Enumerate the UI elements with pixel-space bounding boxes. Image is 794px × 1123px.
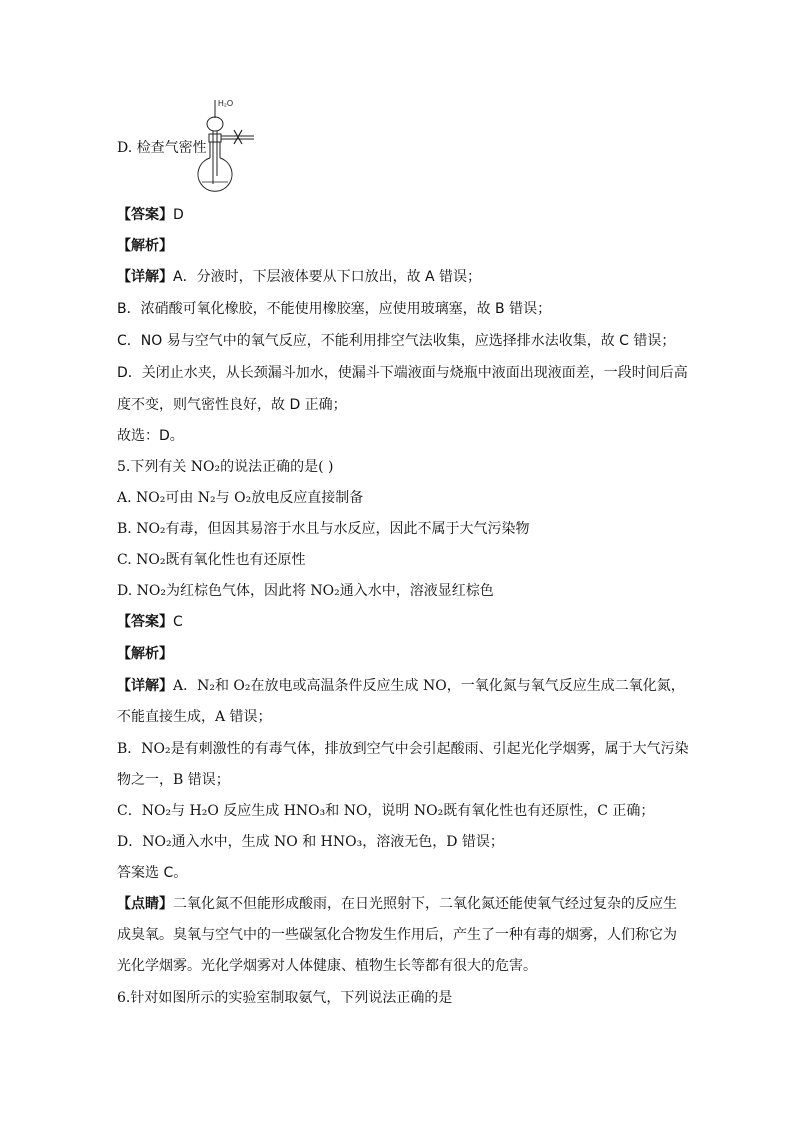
q4-detail-b: B．浓硝酸可氧化橡胶，不能使用橡胶塞，应使用玻璃塞，故 B 错误； (117, 301, 552, 317)
detail-tag: 【详解】 (117, 269, 173, 285)
q4-detail-d2: 度不变，则气密性良好，故 D 正确； (117, 397, 347, 413)
q4-conclusion: 故选：D。 (117, 428, 184, 444)
q5-detail-a2: 不能直接生成，A 错误； (117, 709, 272, 725)
answer-value: C (173, 614, 183, 630)
q5-detail-d: D．NO₂通入水中，生成 NO 和 HNO₃，溶液无色，D 错误； (117, 834, 504, 850)
q4-detail-c: C．NO 易与空气中的氧气反应，不能利用排空气法收集，应选择排水法收集，故 C 错误； (117, 333, 676, 349)
q5-option-d: D. NO₂为红棕色气体，因此将 NO₂通入水中，溶液显红棕色 (117, 583, 494, 599)
q5-option-b: B. NO₂有毒，但因其易溶于水且与水反应，因此不属于大气污染物 (117, 521, 530, 537)
q6-stem: 6.针对如图所示的实验室制取氨气，下列说法正确的是 (117, 990, 453, 1006)
answer-tag: 【答案】 (117, 207, 173, 223)
q5-detail-b1: B．NO₂是有刺激性的有毒气体，排放到空气中会引起酸雨、引起光化学烟雾，属于大气污染 (117, 741, 689, 757)
q5-conclusion: 答案选 C。 (117, 865, 188, 881)
detail-a: A．分液时，下层液体要从下口放出，故 A 错误； (173, 269, 482, 285)
detail-a1: A．N₂和 O₂在放电或高温条件反应生成 NO，一氧化氮与氧气反应生成二氧化氮， (173, 678, 685, 694)
note-line-1 (117, 894, 697, 914)
q5-stem: 5.下列有关 NO₂的说法正确的是( ) (117, 459, 334, 475)
note-tag: 【点睛】 (117, 896, 173, 912)
detail-tag: 【详解】 (117, 678, 173, 694)
h2o-label: H₂O (218, 99, 234, 108)
q4-detail-a-line (117, 267, 697, 287)
q5-detail-c: C．NO₂与 H₂O 反应生成 HNO₃和 NO，说明 NO₂既有氧化性也有还原性，C 正确； (117, 803, 655, 819)
q4-answer-line (117, 205, 697, 225)
answer-tag: 【答案】 (117, 614, 173, 630)
q5-answer-line (117, 612, 697, 632)
q5-detail-b2: 物之一，B 错误； (117, 772, 230, 788)
q4-detail-d1: D．关闭止水夹，从长颈漏斗加水，使漏斗下端液面与烧瓶中液面出现液面差，一段时间后高 (117, 365, 688, 381)
q5-option-a: A. NO₂可由 N₂与 O₂放电反应直接制备 (117, 490, 364, 506)
option-d-text: D. 检查气密性 (117, 140, 207, 156)
note-line-3: 光化学烟雾。光化学烟雾对人体健康、植物生长等都有很大的危害。 (117, 958, 537, 974)
answer-value: D (173, 207, 184, 223)
note-text-1: 二氧化氮不但能形成酸雨，在日光照射下，二氧化氮还能使氧气经过复杂的反应生 (173, 896, 677, 912)
airtightness-apparatus-figure (196, 96, 260, 194)
q5-detail-a1-line (117, 676, 697, 696)
q5-option-c: C. NO₂既有氧化性也有还原性 (117, 552, 306, 568)
analysis-tag: 【解析】 (117, 646, 173, 662)
note-line-2: 成臭氧。臭氧与空气中的一些碳氢化合物发生作用后，产生了一种有毒的烟雾，人们称它为 (117, 927, 677, 943)
analysis-tag: 【解析】 (117, 238, 173, 254)
